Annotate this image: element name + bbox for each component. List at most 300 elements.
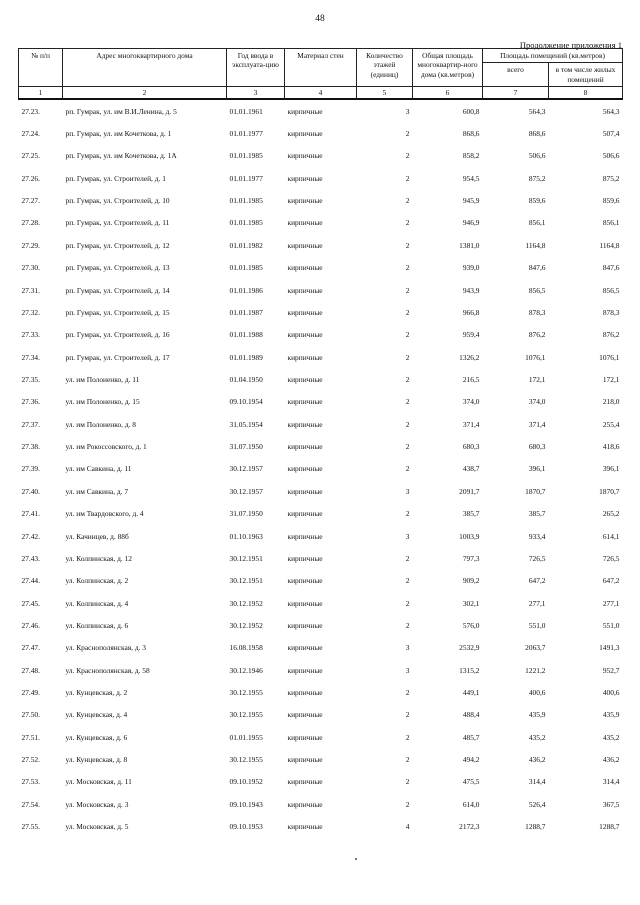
row-number: 27.26. — [21, 173, 40, 183]
row-floors: 2 — [405, 732, 410, 742]
row-total-area: 680,3 — [462, 442, 480, 452]
row-floors: 2 — [405, 464, 410, 474]
row-premises-all: 385,7 — [528, 509, 546, 519]
row-material: кирпичные — [287, 732, 323, 742]
row-total-area: 488,4 — [462, 710, 480, 720]
table-row — [19, 279, 623, 301]
row-total-area: 485,7 — [462, 732, 480, 742]
row-year: 30.12.1946 — [229, 665, 263, 675]
row-premises-all: 847,6 — [528, 263, 546, 273]
row-material: кирпичные — [287, 285, 323, 295]
row-total-area: 1381,0 — [459, 240, 480, 250]
row-floors: 3 — [405, 486, 410, 496]
row-premises-all: 1076,1 — [525, 352, 546, 362]
row-floors: 3 — [405, 106, 410, 116]
row-address: рп. Гумрак, ул. Строителей, д. 17 — [65, 352, 170, 362]
row-floors: 2 — [405, 755, 410, 765]
col-header-total-area: Общая площадь многоквартир-ного дома (кв.метров) — [413, 49, 483, 87]
row-premises-all: 435,9 — [528, 710, 546, 720]
table-row — [19, 413, 623, 435]
row-floors: 4 — [405, 822, 410, 832]
row-premises-living: 878,3 — [602, 307, 620, 317]
row-floors: 2 — [405, 442, 410, 452]
row-premises-living: 1076,1 — [599, 352, 620, 362]
row-year: 31.07.1950 — [229, 442, 263, 452]
row-premises-living: 218,0 — [602, 397, 620, 407]
row-year: 09.10.1953 — [229, 822, 263, 832]
row-material: кирпичные — [287, 598, 323, 608]
table-row — [19, 547, 623, 569]
row-premises-living: 435,2 — [602, 732, 620, 742]
row-premises-all: 551,0 — [528, 620, 546, 630]
column-number: 3 — [227, 86, 285, 99]
col-header-material: Материал стен — [285, 49, 357, 87]
row-year: 16.08.1958 — [229, 643, 263, 653]
table-row — [19, 637, 623, 659]
row-total-area: 576,0 — [462, 620, 480, 630]
row-material: кирпичные — [287, 263, 323, 273]
row-year: 01.01.1986 — [229, 285, 263, 295]
row-premises-all: 396,1 — [528, 464, 546, 474]
row-floors: 2 — [405, 218, 410, 228]
row-total-area: 2172,3 — [459, 822, 480, 832]
table-row — [19, 592, 623, 614]
col-header-premises-living: в том числе жилых помещений — [549, 63, 623, 87]
row-material: кирпичные — [287, 710, 323, 720]
row-premises-living: 277,1 — [602, 598, 620, 608]
table-row — [19, 816, 623, 838]
row-floors: 2 — [405, 173, 410, 183]
row-number: 27.27. — [21, 196, 40, 206]
row-total-area: 302,1 — [462, 598, 480, 608]
row-year: 01.01.1989 — [229, 352, 263, 362]
row-address: ул. Краснополянская, д. 3 — [65, 643, 146, 653]
row-floors: 3 — [405, 643, 410, 653]
row-material: кирпичные — [287, 777, 323, 787]
row-number: 27.41. — [21, 509, 40, 519]
row-floors: 2 — [405, 799, 410, 809]
row-total-area: 371,4 — [462, 419, 480, 429]
row-total-area: 494,2 — [462, 755, 480, 765]
col-header-premises-all: всего — [483, 63, 549, 87]
row-floors: 2 — [405, 598, 410, 608]
row-premises-living: 551,0 — [602, 620, 620, 630]
row-address: ул. им Полоненко, д. 15 — [65, 397, 140, 407]
row-number: 27.35. — [21, 374, 40, 384]
table-row — [19, 301, 623, 323]
table-row — [19, 368, 623, 390]
row-address: ул. Качинцев, д. 88б — [65, 531, 129, 541]
row-material: кирпичные — [287, 643, 323, 653]
row-floors: 2 — [405, 285, 410, 295]
row-premises-all: 1870,7 — [525, 486, 546, 496]
row-total-area: 438,7 — [462, 464, 480, 474]
row-total-area: 797,3 — [462, 553, 480, 563]
row-address: рп. Гумрак, ул. им Кочеткова, д. 1 — [65, 129, 172, 139]
row-number: 27.38. — [21, 442, 40, 452]
row-premises-living: 875,2 — [602, 173, 620, 183]
table-row — [19, 570, 623, 592]
row-floors: 2 — [405, 263, 410, 273]
row-floors: 2 — [405, 620, 410, 630]
row-premises-all: 647,2 — [528, 576, 546, 586]
row-premises-living: 726,5 — [602, 553, 620, 563]
table-row — [19, 480, 623, 502]
table-row — [19, 614, 623, 636]
row-premises-living: 172,1 — [602, 374, 620, 384]
row-premises-living: 255,4 — [602, 419, 620, 429]
row-premises-living: 647,2 — [602, 576, 620, 586]
row-floors: 2 — [405, 374, 410, 384]
row-premises-all: 506,6 — [528, 151, 546, 161]
column-number: 8 — [549, 86, 623, 99]
row-floors: 2 — [405, 777, 410, 787]
row-number: 27.23. — [21, 106, 40, 116]
row-year: 01.01.1985 — [229, 218, 263, 228]
row-address: рп. Гумрак, ул. Строителей, д. 11 — [65, 218, 170, 228]
row-material: кирпичные — [287, 553, 323, 563]
row-year: 01.01.1955 — [229, 732, 263, 742]
table-row — [19, 726, 623, 748]
row-total-area: 385,7 — [462, 509, 480, 519]
row-number: 27.47. — [21, 643, 40, 653]
row-year: 30.12.1955 — [229, 710, 263, 720]
col-header-year: Год ввода в эксплуата-цию — [227, 49, 285, 87]
row-premises-all: 875,2 — [528, 173, 546, 183]
column-number: 7 — [483, 86, 549, 99]
row-total-area: 959,4 — [462, 330, 480, 340]
row-floors: 2 — [405, 151, 410, 161]
row-number: 27.40. — [21, 486, 40, 496]
row-material: кирпичные — [287, 397, 323, 407]
row-number: 27.32. — [21, 307, 40, 317]
housing-table — [18, 48, 623, 838]
row-premises-living: 367,5 — [602, 799, 620, 809]
row-premises-all: 878,3 — [528, 307, 546, 317]
row-premises-all: 933,4 — [528, 531, 546, 541]
row-year: 30.12.1952 — [229, 620, 263, 630]
col-header-premises: Площадь помещений (кв.метров) — [483, 49, 623, 63]
row-address: ул. им Полоненко, д. 8 — [65, 419, 136, 429]
column-number: 6 — [413, 86, 483, 99]
row-material: кирпичные — [287, 576, 323, 586]
row-premises-living: 859,6 — [602, 196, 620, 206]
row-number: 27.30. — [21, 263, 40, 273]
table-row — [19, 704, 623, 726]
row-total-area: 909,2 — [462, 576, 480, 586]
table-row — [19, 435, 623, 457]
row-material: кирпичные — [287, 352, 323, 362]
row-material: кирпичные — [287, 486, 323, 496]
row-floors: 2 — [405, 509, 410, 519]
row-total-area: 216,5 — [462, 374, 480, 384]
table-row — [19, 234, 623, 256]
row-floors: 2 — [405, 352, 410, 362]
row-number: 27.34. — [21, 352, 40, 362]
row-year: 09.10.1952 — [229, 777, 263, 787]
table-row — [19, 257, 623, 279]
row-material: кирпичные — [287, 620, 323, 630]
row-address: рп. Гумрак, ул. Строителей, д. 1 — [65, 173, 166, 183]
row-premises-all: 2063,7 — [525, 643, 546, 653]
row-floors: 2 — [405, 240, 410, 250]
row-floors: 2 — [405, 397, 410, 407]
row-premises-all: 277,1 — [528, 598, 546, 608]
row-material: кирпичные — [287, 307, 323, 317]
row-total-area: 966,8 — [462, 307, 480, 317]
row-year: 30.12.1951 — [229, 576, 263, 586]
row-premises-living: 418,6 — [602, 442, 620, 452]
table-row — [19, 391, 623, 413]
row-year: 31.07.1950 — [229, 509, 263, 519]
row-year: 30.12.1955 — [229, 688, 263, 698]
table-row — [19, 771, 623, 793]
table-row — [19, 99, 623, 122]
row-address: рп. Гумрак, ул. Строителей, д. 12 — [65, 240, 170, 250]
row-year: 01.04.1950 — [229, 374, 263, 384]
table-row — [19, 346, 623, 368]
row-premises-all: 374,0 — [528, 397, 546, 407]
row-total-area: 2532,9 — [459, 643, 480, 653]
row-number: 27.42. — [21, 531, 40, 541]
row-number: 27.50. — [21, 710, 40, 720]
row-premises-living: 400,6 — [602, 688, 620, 698]
row-material: кирпичные — [287, 129, 323, 139]
row-number: 27.55. — [21, 822, 40, 832]
row-premises-living: 436,2 — [602, 755, 620, 765]
row-floors: 2 — [405, 553, 410, 563]
row-premises-living: 1288,7 — [599, 822, 620, 832]
row-total-area: 614,0 — [462, 799, 480, 809]
row-address: рп. Гумрак, ул. Строителей, д. 13 — [65, 263, 170, 273]
col-header-address: Адрес многоквартирного дома — [63, 49, 227, 87]
row-total-area: 858,2 — [462, 151, 480, 161]
row-total-area: 374,0 — [462, 397, 480, 407]
row-address: ул. Кунцевская, д. 8 — [65, 755, 128, 765]
row-address: ул. им Рокоссовского, д. 1 — [65, 442, 147, 452]
row-material: кирпичные — [287, 374, 323, 384]
row-premises-all: 1221,2 — [525, 665, 546, 675]
row-address: ул. Московская, д. 5 — [65, 822, 129, 832]
table-row — [19, 167, 623, 189]
row-premises-living: 1164,8 — [599, 240, 620, 250]
row-material: кирпичные — [287, 822, 323, 832]
col-header-no: № п/п — [19, 49, 63, 87]
row-address: рп. Гумрак, ул. им Кочеткова, д. 1А — [65, 151, 177, 161]
row-year: 31.05.1954 — [229, 419, 263, 429]
row-address: ул. Краснополянская, д. 58 — [65, 665, 150, 675]
row-year: 01.10.1963 — [229, 531, 263, 541]
row-material: кирпичные — [287, 531, 323, 541]
table-header — [19, 49, 623, 100]
row-premises-living: 1870,7 — [599, 486, 620, 496]
row-number: 27.39. — [21, 464, 40, 474]
table-row — [19, 189, 623, 211]
row-total-area: 943,9 — [462, 285, 480, 295]
row-premises-all: 400,6 — [528, 688, 546, 698]
row-number: 27.45. — [21, 598, 40, 608]
table-row — [19, 748, 623, 770]
row-premises-all: 876,2 — [528, 330, 546, 340]
row-floors: 2 — [405, 419, 410, 429]
row-premises-all: 868,6 — [528, 129, 546, 139]
row-number: 27.37. — [21, 419, 40, 429]
row-material: кирпичные — [287, 173, 323, 183]
row-premises-living: 564,3 — [602, 106, 620, 116]
row-material: кирпичные — [287, 799, 323, 809]
row-address: ул. им Твардовского, д. 4 — [65, 509, 144, 519]
row-total-area: 600,8 — [462, 106, 480, 116]
row-premises-all: 435,2 — [528, 732, 546, 742]
row-premises-all: 526,4 — [528, 799, 546, 809]
row-premises-all: 856,1 — [528, 218, 546, 228]
row-address: рп. Гумрак, ул. им В.И.Ленина, д. 5 — [65, 106, 177, 116]
row-total-area: 449,1 — [462, 688, 480, 698]
row-premises-living: 396,1 — [602, 464, 620, 474]
row-floors: 3 — [405, 531, 410, 541]
row-material: кирпичные — [287, 464, 323, 474]
row-address: ул. им Савкина, д. 11 — [65, 464, 132, 474]
row-premises-living: 265,2 — [602, 509, 620, 519]
row-year: 01.01.1985 — [229, 196, 263, 206]
col-header-floors: Количество этажей (единиц) — [357, 49, 413, 87]
row-year: 01.01.1985 — [229, 151, 263, 161]
row-address: ул. Московская, д. 11 — [65, 777, 132, 787]
row-address: рп. Гумрак, ул. Строителей, д. 10 — [65, 196, 170, 206]
row-total-area: 1003,9 — [459, 531, 480, 541]
row-floors: 3 — [405, 665, 410, 675]
row-address: ул. Кунцевская, д. 6 — [65, 732, 128, 742]
row-material: кирпичные — [287, 419, 323, 429]
row-premises-all: 1164,8 — [525, 240, 546, 250]
row-premises-all: 1288,7 — [525, 822, 546, 832]
row-material: кирпичные — [287, 240, 323, 250]
row-year: 01.01.1977 — [229, 129, 263, 139]
row-premises-living: 1491,3 — [599, 643, 620, 653]
row-premises-living: 856,1 — [602, 218, 620, 228]
row-year: 09.10.1943 — [229, 799, 263, 809]
row-floors: 2 — [405, 196, 410, 206]
row-number: 27.52. — [21, 755, 40, 765]
row-floors: 2 — [405, 307, 410, 317]
row-year: 30.12.1951 — [229, 553, 263, 563]
row-address: ул. Колпинская, д. 2 — [65, 576, 129, 586]
row-total-area: 945,9 — [462, 196, 480, 206]
row-year: 01.01.1988 — [229, 330, 263, 340]
row-total-area: 868,6 — [462, 129, 480, 139]
table-row — [19, 324, 623, 346]
row-material: кирпичные — [287, 151, 323, 161]
table-row — [19, 145, 623, 167]
row-total-area: 475,5 — [462, 777, 480, 787]
row-number: 27.28. — [21, 218, 40, 228]
row-number: 27.36. — [21, 397, 40, 407]
page-number: 48 — [315, 14, 325, 24]
row-material: кирпичные — [287, 442, 323, 452]
row-address: рп. Гумрак, ул. Строителей, д. 14 — [65, 285, 170, 295]
row-address: ул. Колпинская, д. 4 — [65, 598, 129, 608]
row-number: 27.53. — [21, 777, 40, 787]
table-row — [19, 458, 623, 480]
row-material: кирпичные — [287, 106, 323, 116]
row-address: ул. им Полоненко, д. 11 — [65, 374, 140, 384]
row-year: 30.12.1952 — [229, 598, 263, 608]
table-row — [19, 122, 623, 144]
row-address: ул. им Савкина, д. 7 — [65, 486, 129, 496]
row-address: ул. Кунцевская, д. 2 — [65, 688, 128, 698]
row-address: рп. Гумрак, ул. Строителей, д. 15 — [65, 307, 170, 317]
row-material: кирпичные — [287, 688, 323, 698]
row-year: 01.01.1987 — [229, 307, 263, 317]
row-year: 01.01.1977 — [229, 173, 263, 183]
table-row — [19, 525, 623, 547]
row-premises-living: 856,5 — [602, 285, 620, 295]
table-row — [19, 681, 623, 703]
row-year: 30.12.1957 — [229, 464, 263, 474]
row-number: 27.49. — [21, 688, 40, 698]
row-number: 27.51. — [21, 732, 40, 742]
row-premises-all: 680,3 — [528, 442, 546, 452]
row-number: 27.43. — [21, 553, 40, 563]
row-premises-all: 859,6 — [528, 196, 546, 206]
table-row — [19, 212, 623, 234]
table-row — [19, 793, 623, 815]
row-premises-all: 172,1 — [528, 374, 546, 384]
row-total-area: 2091,7 — [459, 486, 480, 496]
row-premises-living: 847,6 — [602, 263, 620, 273]
table-body — [19, 99, 623, 838]
continuation-label: Продолжение приложения 1 — [519, 40, 622, 50]
row-address: рп. Гумрак, ул. Строителей, д. 16 — [65, 330, 170, 340]
row-premises-living: 614,1 — [602, 531, 620, 541]
row-number: 27.48. — [21, 665, 40, 675]
column-number: 5 — [357, 86, 413, 99]
row-floors: 2 — [405, 330, 410, 340]
row-total-area: 946,9 — [462, 218, 480, 228]
table-row — [19, 502, 623, 524]
row-year: 01.01.1961 — [229, 106, 263, 116]
row-address: ул. Колпинская, д. 6 — [65, 620, 129, 630]
row-number: 27.25. — [21, 151, 40, 161]
row-material: кирпичные — [287, 218, 323, 228]
row-material: кирпичные — [287, 755, 323, 765]
row-address: ул. Московская, д. 3 — [65, 799, 129, 809]
table-row — [19, 659, 623, 681]
row-floors: 2 — [405, 710, 410, 720]
row-material: кирпичные — [287, 665, 323, 675]
row-premises-living: 506,6 — [602, 151, 620, 161]
row-year: 30.12.1957 — [229, 486, 263, 496]
row-premises-living: 314,4 — [602, 777, 620, 787]
row-year: 09.10.1954 — [229, 397, 263, 407]
row-premises-all: 856,5 — [528, 285, 546, 295]
row-material: кирпичные — [287, 196, 323, 206]
row-premises-living: 952,7 — [602, 665, 620, 675]
row-material: кирпичные — [287, 330, 323, 340]
row-premises-all: 371,4 — [528, 419, 546, 429]
row-address: ул. Колпинская, д. 12 — [65, 553, 132, 563]
row-premises-all: 314,4 — [528, 777, 546, 787]
scan-speck — [355, 858, 357, 860]
row-number: 27.29. — [21, 240, 40, 250]
row-total-area: 954,5 — [462, 173, 480, 183]
row-number: 27.54. — [21, 799, 40, 809]
column-number: 2 — [63, 86, 227, 99]
row-premises-all: 564,3 — [528, 106, 546, 116]
row-total-area: 1315,2 — [459, 665, 480, 675]
row-number: 27.44. — [21, 576, 40, 586]
row-premises-all: 726,5 — [528, 553, 546, 563]
